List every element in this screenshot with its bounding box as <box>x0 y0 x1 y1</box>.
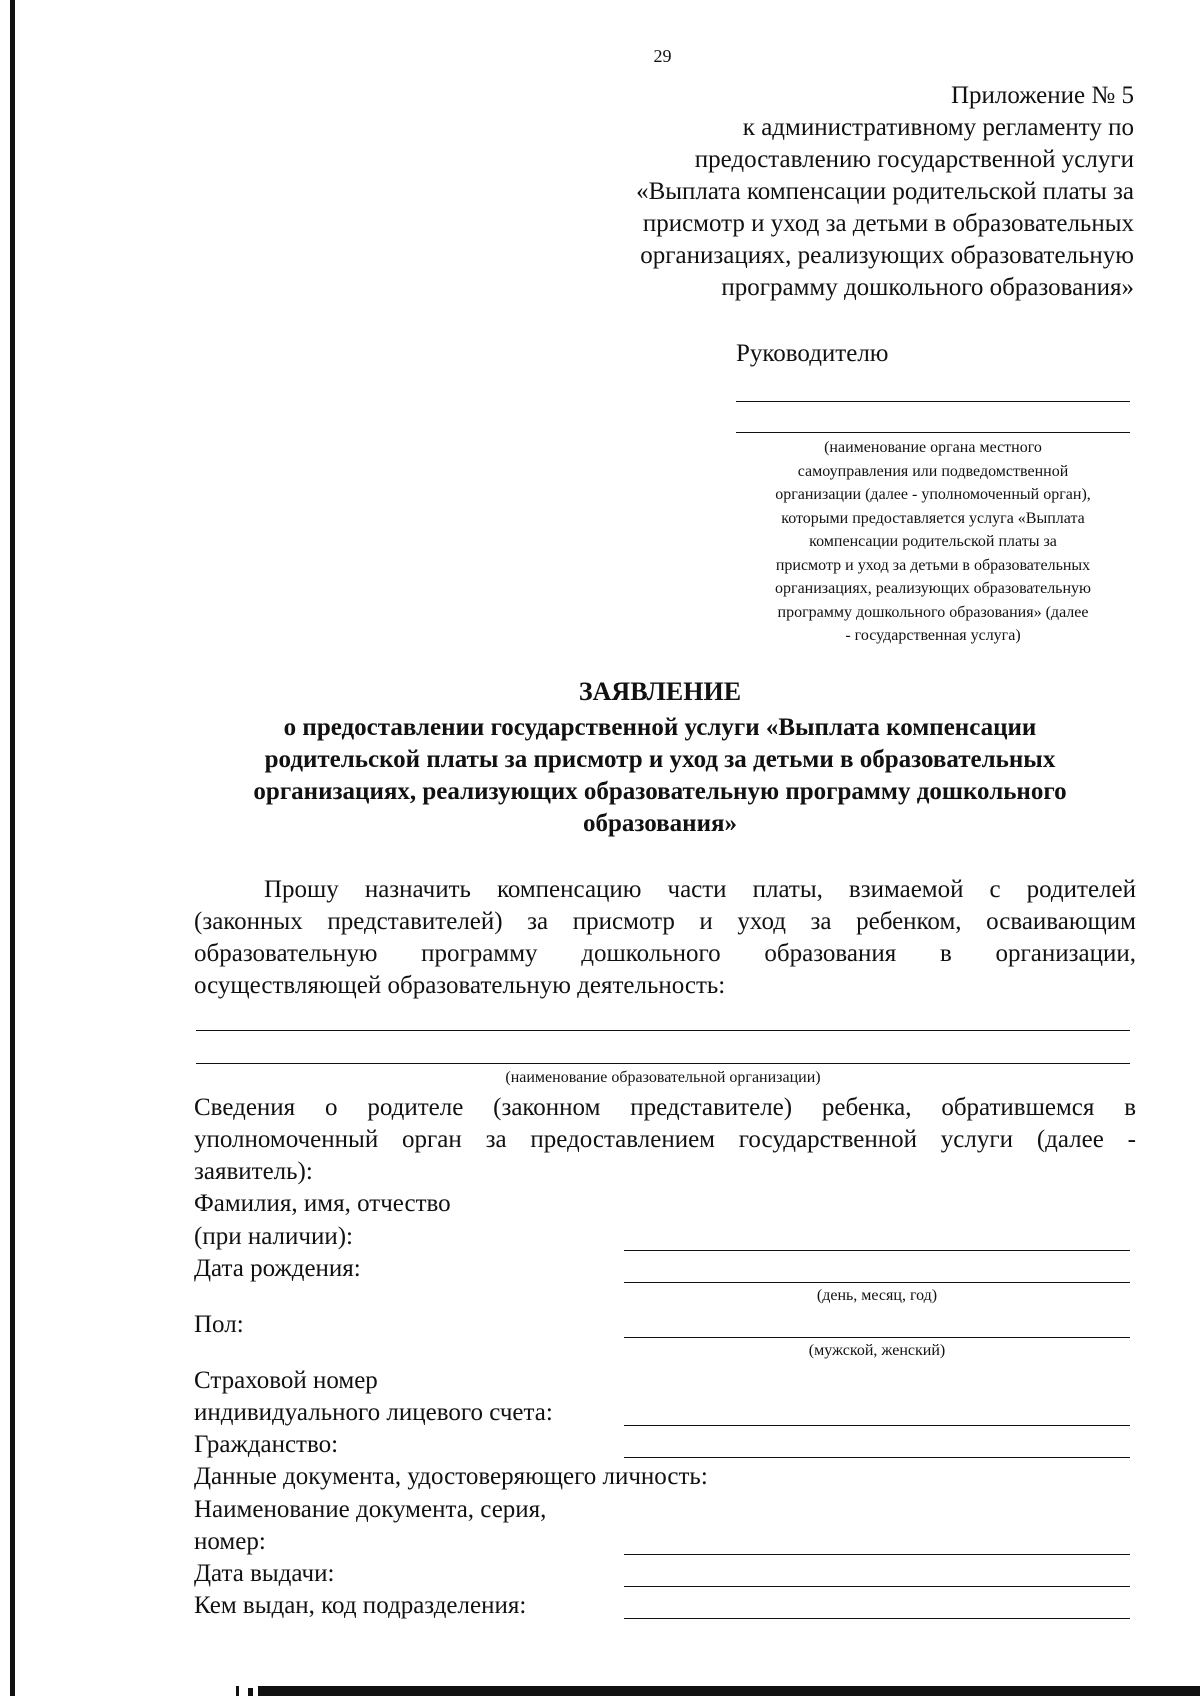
issue-date-input-line[interactable] <box>624 1586 1130 1587</box>
appendix-line: программу дошкольного образования» <box>721 274 1134 301</box>
sex-hint: (мужской, женский) <box>808 1342 946 1359</box>
hint-line: присмотр и уход за детьми в образовательных <box>775 556 1091 574</box>
org-hint: (наименование образовательной организации) <box>505 1069 821 1086</box>
issued-by-input-line[interactable] <box>624 1618 1130 1619</box>
scan-mark <box>248 1688 253 1696</box>
appendix-header <box>520 80 1134 304</box>
hint-line: которыми предоставляется услуга «Выплата <box>781 509 1085 527</box>
hint-line: компенсации родительской платы за <box>809 533 1057 550</box>
paragraph-line: Прошу назначить компенсацию части платы, взимаемой с родителей <box>264 876 1136 903</box>
applicant-intro <box>194 1092 1136 1188</box>
sex-label: Пол: <box>194 1311 244 1338</box>
paragraph-line: Сведения о родителе (законном представителе) ребенка, обратившемся в <box>194 1094 1136 1121</box>
appendix-line: организациях, реализующих образовательную <box>640 242 1134 269</box>
request-paragraph <box>194 874 1136 1002</box>
sex-input-line[interactable] <box>624 1337 1130 1338</box>
hint-line: - государственная услуга) <box>845 627 1021 644</box>
title-main: ЗАЯВЛЕНИЕ <box>578 677 742 706</box>
issue-date-label: Дата выдачи: <box>194 1560 335 1587</box>
paragraph-line: (законных представителей) за присмотр и уход за ребенком, осваивающим <box>194 908 1136 935</box>
id-document-header: Данные документа, удостоверяющего личность: <box>194 1463 708 1490</box>
doc-name-label-cont: номер: <box>194 1528 266 1555</box>
paragraph-line: образовательную программу дошкольного образования в организации, <box>194 940 1136 967</box>
doc-name-label: Наименование документа, серия, <box>194 1496 547 1523</box>
title-line: родительской платы за присмотр и уход за детьми в образовательных <box>264 746 1056 773</box>
citizenship-label: Гражданство: <box>194 1431 339 1458</box>
scan-edge-bottom <box>258 1686 1200 1696</box>
paragraph-line: заявитель): <box>194 1158 313 1185</box>
page-number: 29 <box>653 46 672 66</box>
appendix-line: предоставлению государственной услуги <box>694 146 1134 173</box>
birth-date-label: Дата рождения: <box>194 1255 361 1282</box>
appendix-line: «Выплата компенсации родительской платы за <box>636 178 1134 205</box>
org-input-line[interactable] <box>196 1030 1130 1031</box>
hint-line: самоуправления или подведомственной <box>797 462 1069 480</box>
hint-line: программу дошкольного образования» (далее <box>777 603 1089 621</box>
addressee-input-line[interactable] <box>736 432 1130 433</box>
title-line: о предоставлении государственной услуги «Выплата компенсации <box>283 714 1037 741</box>
title-line: образования» <box>582 810 738 837</box>
addressee-hint <box>730 436 1136 648</box>
issued-by-label: Кем выдан, код подразделения: <box>194 1592 527 1619</box>
paragraph-line: уполномоченный орган за предоставлением государственной услуги (далее - <box>194 1126 1136 1153</box>
hint-line: организации (далее - уполномоченный орган), <box>775 486 1091 503</box>
citizenship-input-line[interactable] <box>624 1457 1130 1458</box>
addressee-input-line[interactable] <box>736 401 1130 402</box>
snils-input-line[interactable] <box>624 1425 1130 1426</box>
paragraph-line: осуществляющей образовательную деятельность: <box>194 972 726 999</box>
hint-line: (наименование органа местного <box>824 439 1042 456</box>
fio-input-line[interactable] <box>624 1250 1130 1251</box>
appendix-line: Приложение № 5 <box>950 82 1134 109</box>
birth-date-hint: (день, месяц, год) <box>816 1287 938 1304</box>
hint-line: организациях, реализующих образовательную <box>775 580 1091 597</box>
appendix-line: к административному регламенту по <box>742 114 1134 141</box>
scan-edge-left <box>10 0 15 1696</box>
birth-date-input-line[interactable] <box>624 1282 1130 1283</box>
fio-label: Фамилия, имя, отчество <box>194 1190 451 1217</box>
doc-name-input-line[interactable] <box>624 1554 1130 1555</box>
snils-label: Страховой номер <box>194 1367 378 1394</box>
scan-mark <box>236 1686 239 1696</box>
title-line: организациях, реализующих образовательную программу дошкольного <box>253 778 1067 805</box>
org-input-line[interactable] <box>196 1063 1130 1064</box>
snils-label-cont: индивидуального лицевого счета: <box>194 1399 553 1426</box>
appendix-line: присмотр и уход за детьми в образовательных <box>642 210 1134 237</box>
document-title <box>190 676 1130 840</box>
fio-label-note: (при наличии): <box>194 1223 353 1250</box>
addressee-label: Руководителю <box>736 340 889 367</box>
